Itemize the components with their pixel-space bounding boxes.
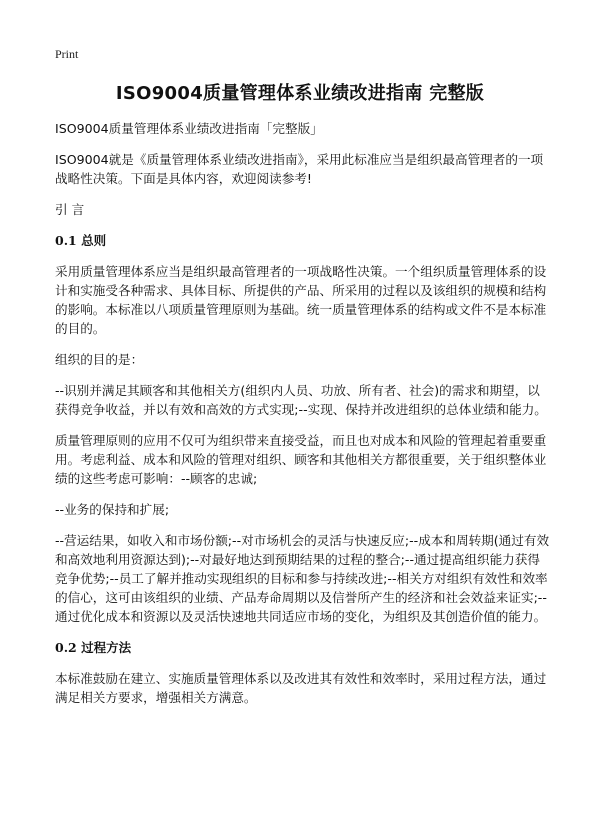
paragraph: 本标准鼓励在建立、实施质量管理体系以及改进其有效性和效率时，采用过程方法，通过满足相关方要求，增强相关方满意。 (55, 671, 547, 705)
paragraph: --营运结果，如收入和市场份额;--对市场机会的灵活与快速反应;--成本和周转期(通过有效和高效地利用资源达到);--对最好地达到预期结果的过程的整合;--通过提高组织能力获得竞争优势;--员工了解并推动实现组织的目标和参与持续改进;--相关方对组织有效性和效率的信心，这可由该组织的业绩、产品寿命周期以及信誉所产生的经济和社会效益来证实;--通过优化成本和资源以及灵活快速地共同适应市场的变化，为组织及其创造价值的能力。 (55, 533, 550, 624)
intro-paragraph: ISO9004就是《质量管理体系业绩改进指南》，采用此标准应当是组织最高管理者的一项战略性决策。下面是具体内容，欢迎阅读参考! (55, 152, 544, 186)
paragraph: 质量管理原则的应用不仅可为组织带来直接受益，而且也对成本和风险的管理起着重要重用。考虑利益、成本和风险的管理对组织、顾客和其他相关方都很重要，关于组织整体业绩的这些考虑可影响：--顾客的忠诚; (55, 433, 547, 486)
subtitle: ISO9004质量管理体系业绩改进指南「完整版」 (55, 121, 323, 136)
paragraph: 组织的目的是： (55, 352, 144, 367)
section-heading-general: 0.1 总则 (55, 233, 107, 248)
paragraph: 采用质量管理体系应当是组织最高管理者的一项战略性决策。一个组织质量管理体系的设计和实施受各种需求、具体目标、所提供的产品、所采用的过程以及该组织的规模和结构的影响。本标准以八项质量管理原则为基础。统一质量管理体系的结构或文件不是本标准的目的。 (55, 264, 547, 336)
section-heading-process-approach: 0.2 过程方法 (55, 640, 132, 655)
preface-label: 引 言 (55, 202, 85, 217)
print-link[interactable]: Print (55, 47, 79, 61)
page-title: ISO9004质量管理体系业绩改进指南 完整版 (115, 83, 485, 104)
paragraph: --业务的保持和扩展; (55, 502, 170, 517)
article-body (55, 119, 550, 707)
paragraph: --识别并满足其顾客和其他相关方(组织内人员、功放、所有者、社会)的需求和期望，以获得竞争收益，并以有效和高效的方式实现;--实现、保持并改进组织的总体业绩和能力。 (55, 383, 547, 417)
